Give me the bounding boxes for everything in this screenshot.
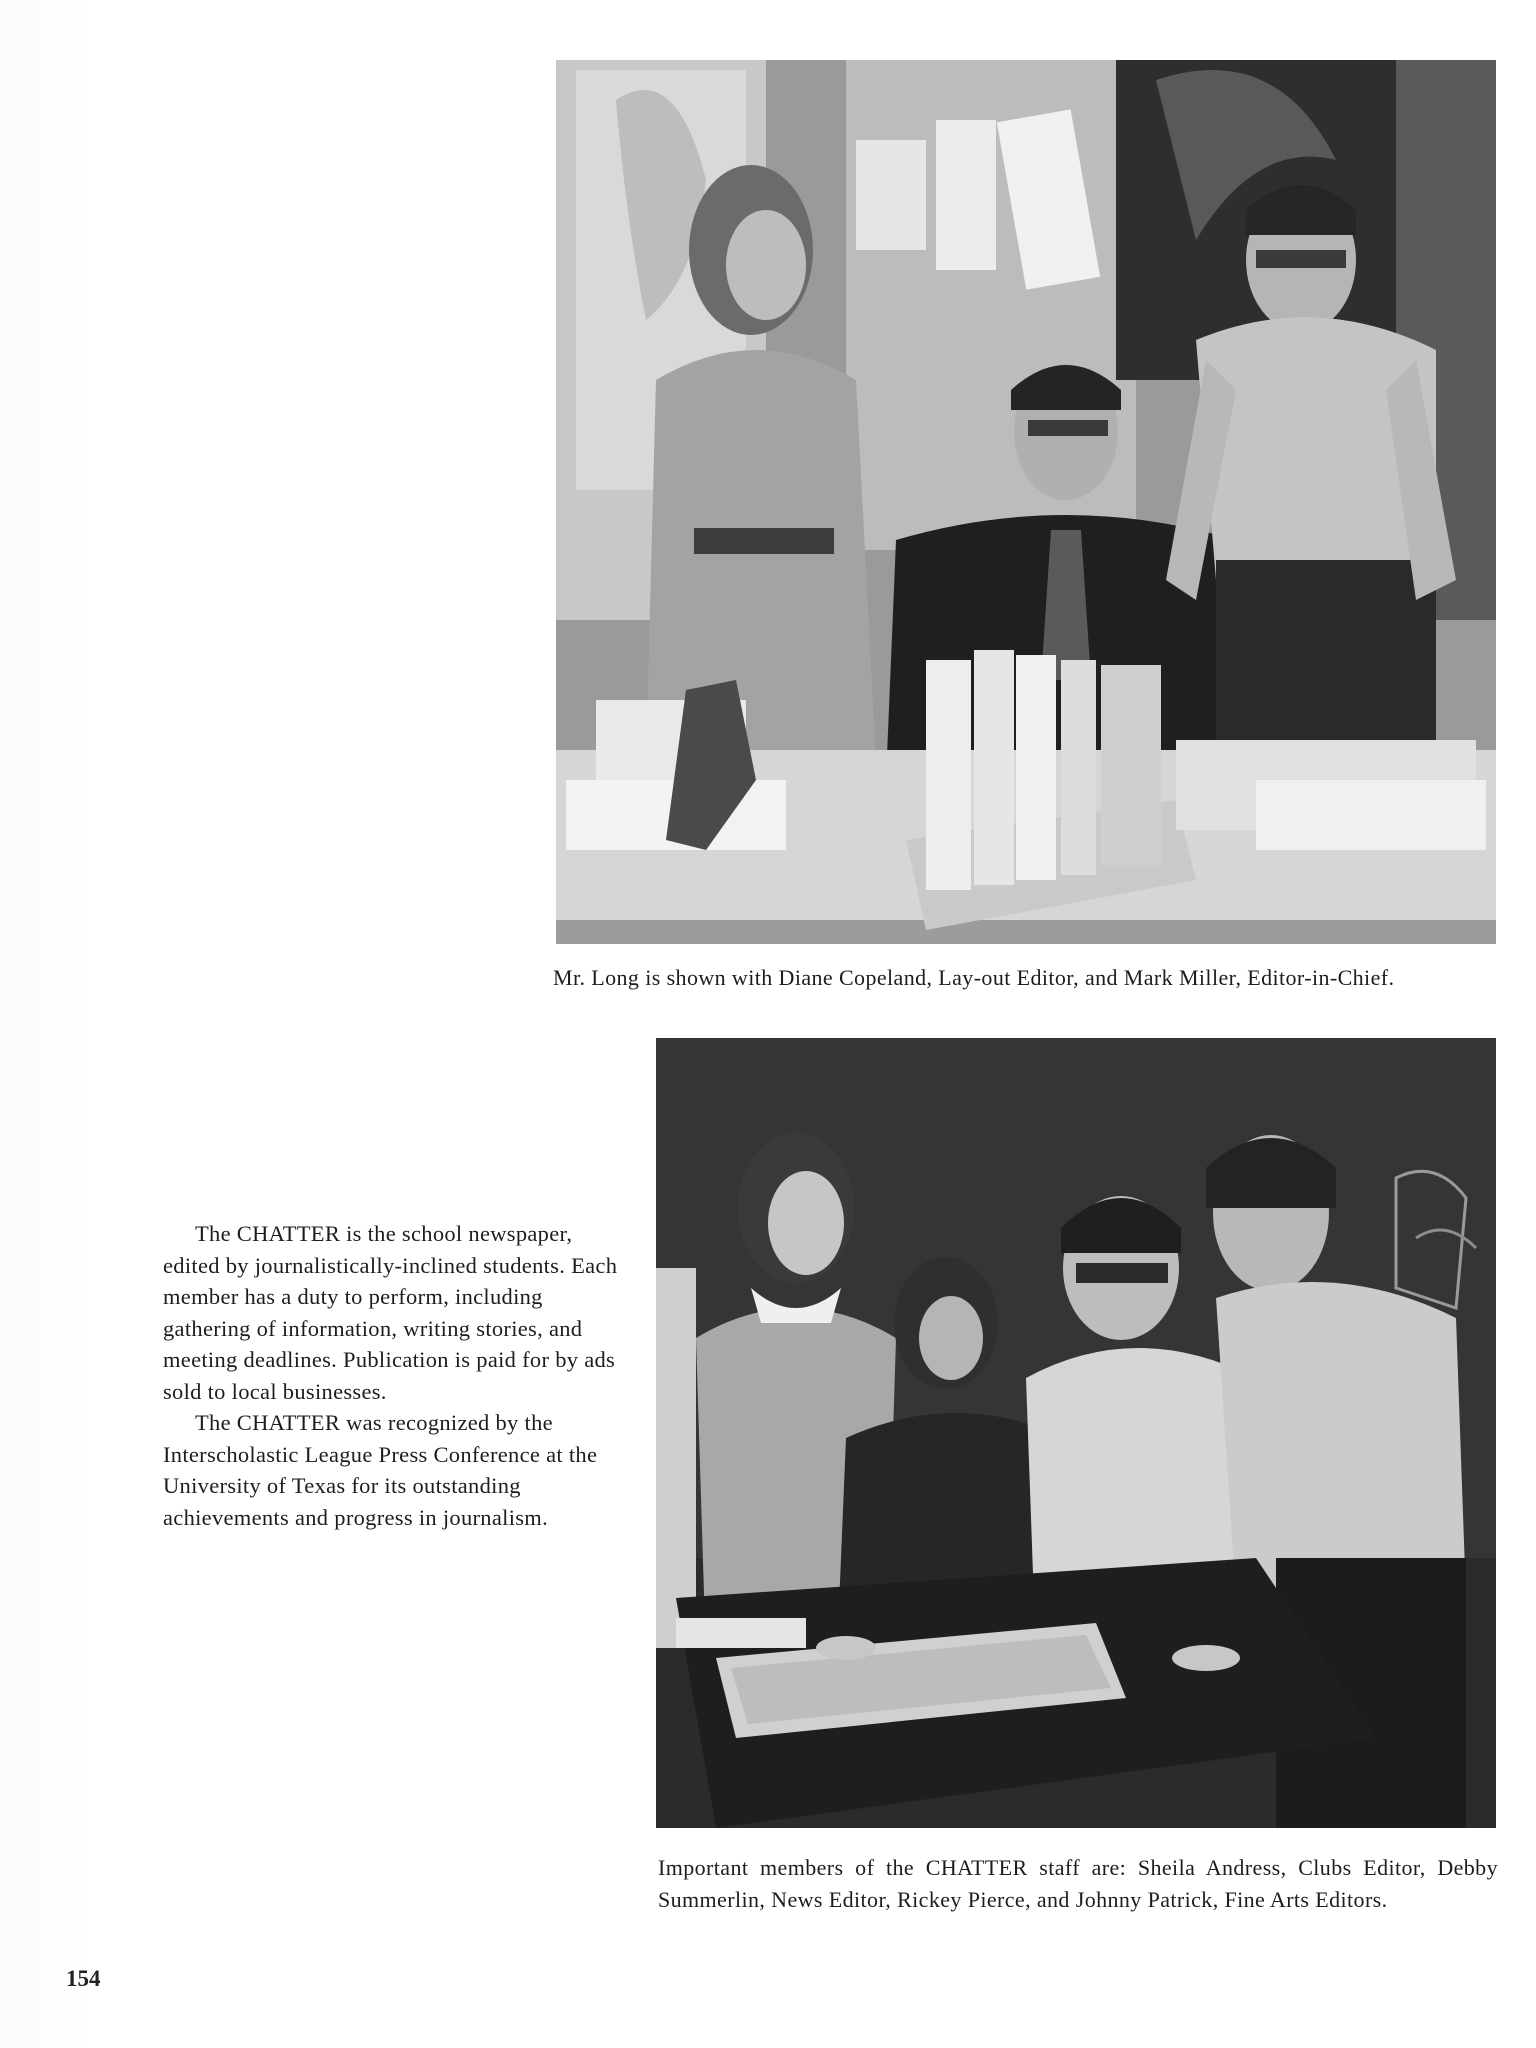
article-paragraph-2: The CHATTER was recognized by the Interscholastic League Press Conference at the University of Texas for its outstanding achievements and progress in journalism.: [163, 1410, 598, 1530]
photo-chatter-staff: [656, 1038, 1496, 1828]
article-paragraph-1: The CHATTER is the school newspaper, edited by journalistically-inclined students. Each member has a duty to perform, including gathering of information, writing stories, and meeting deadlines. Publication is paid for by ads sold to local businesses.: [163, 1221, 618, 1404]
photo-editors-at-desk: [556, 60, 1496, 944]
article-body: [163, 1218, 629, 1533]
page-number: 154: [66, 1966, 101, 1991]
bottom-photo-caption: Important members of the CHATTER staff are: Sheila Andress, Clubs Editor, Debby Summerlin, News Editor, Rickey Pierce, and Johnny Patrick, Fine Arts Editors.: [658, 1855, 1498, 1912]
top-photo-caption: Mr. Long is shown with Diane Copeland, Lay-out Editor, and Mark Miller, Editor-in-Chief.: [553, 965, 1395, 990]
photo-editors-illustration: [556, 60, 1496, 944]
photo-staff-illustration: [656, 1038, 1496, 1828]
